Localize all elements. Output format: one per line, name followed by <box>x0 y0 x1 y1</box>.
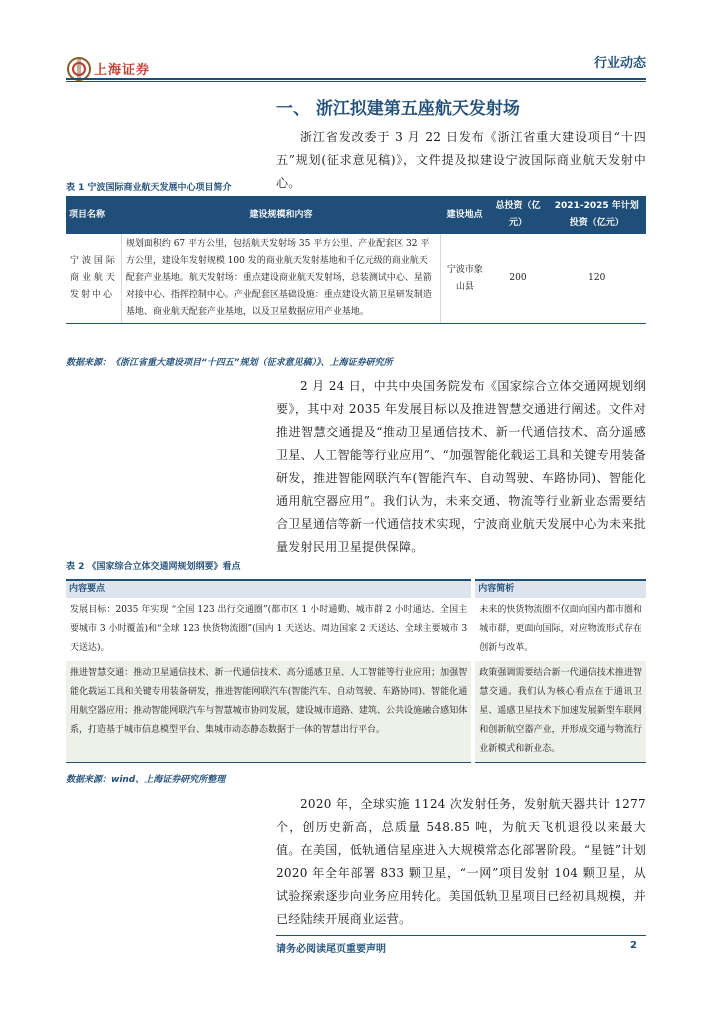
logo-text: 上海证券 <box>94 63 151 78</box>
col-key-points: 内容要点 <box>66 580 473 598</box>
key-point-cell: 推进智慧交通：推动卫星通信技术、新一代通信技术、高分遥感卫星、人工智能等行业应用；加强智能化载运工具和关键专用装备研发，推进智能网联汽车(智能汽车、自动驾驶、车路协同)、智能化通用航空器应用；推动智能网联汽车与智慧城市协同发展，建设城市道路、建筑、公共设施融合感知体系，打造基于城市信息模型平台、集城市动态静态数据于一体的智慧出行平台。 <box>66 661 473 763</box>
analysis-cell: 政策强调需要结合新一代通信技术推进智慧交通。我们认为核心看点在于通讯卫星、遥感卫星技术下加速发展新型车联网和创新航空器产业，并形成交通与物流行业新模式和新业态。 <box>473 661 646 763</box>
col-analysis: 内容简析 <box>473 580 646 598</box>
table2-caption: 表 2 《国家综合立体交通网规划纲要》看点 <box>66 562 241 572</box>
launch-paragraph-text: 2020 年，全球实施 1124 次发射任务，发射航天器共计 1277 个，创历史新高，总质量 548.85 吨，为航天飞机退役以来最大值。在美国，低轨通信星座进入大规模常态化部署阶段。“星链”计划 2020 年全年部署 833 颗卫星，“一网”项目发射 104 颗卫星，从试验探索逐步向业务应用转化。美国低轨卫星项目已经初具规模，并已经陆续开展商业运营。 <box>276 797 646 926</box>
intro-paragraph-text: 浙江省发改委于 3 月 22 日发布《浙江省重大建设项目“十四五”规划(征求意见稿)》，文件提及拟建设宁波国际商业航天发射中心。 <box>276 130 646 190</box>
col-total-investment: 总投资（亿元） <box>489 196 548 234</box>
policy-paragraph-text: 2 月 24 日，中共中央国务院发布《国家综合立体交通网规划纲要》，其中对 2035 年发展目标以及推进智慧交通进行阐述。文件对推进智慧交通提及“推动卫星通信技术、新一代通信技术、高分遥感卫星、人工智能等行业应用”、“加强智能化载运工具和关键专用装备研发，推进智能网联汽车(智能汽车、自动驾驶、车路协同)、智能化通用航空器应用”。我们认为，未来交通、物流等行业新业态需要结合卫星通信等新一代通信技术实现，宁波商业航天发展中心为未来批量发射民用卫星提供保障。 <box>276 379 646 554</box>
footer-rule <box>276 935 646 936</box>
analysis-cell: 未来的快货物流圈不仅面向国内都市圈和城市群，更面向国际，对应物流形式存在创新与改革。 <box>473 598 646 661</box>
disclaimer-notice: 请务必阅读尾页重要声明 <box>276 944 386 955</box>
header-rule-thin <box>66 81 646 82</box>
table2-source: 数据来源：wind、上海证券研究所整理 <box>66 775 226 785</box>
table-row <box>66 598 646 661</box>
project-name: 宁波国际商业航天发射中心 <box>66 234 121 324</box>
col-project-name: 项目名称 <box>66 196 121 234</box>
plan-table-header <box>66 580 646 598</box>
table-row <box>66 234 646 324</box>
section-heading: 一、 浙江拟建第五座航天发射场 <box>276 99 520 119</box>
project-content: 规划面积约 67 平方公里，包括航天发射场 35 平方公里、产业配套区 32 平方公里，建设年发射规模 100 发的商业航天发射基地和千亿元级的商业航天配套产业基地。航天发射场：重点建设商业航天发射场，总装测试中心、星箭对接中心、指挥控制中心。产业配套区基础设施：重点建设火箭卫星研发制造基地、商业航天配套产业基地，以及卫星数据应用产业基地。 <box>121 234 440 324</box>
intro-paragraph <box>276 126 646 195</box>
section-tag: 行业动态 <box>593 56 646 71</box>
project-plan: 120 <box>548 234 646 324</box>
col-location: 建设地点 <box>441 196 489 234</box>
col-content: 建设规模和内容 <box>121 196 440 234</box>
launch-paragraph <box>276 793 646 931</box>
table-row <box>66 661 646 763</box>
table1-caption: 表 1 宁波国际商业航天发展中心项目简介 <box>66 183 232 193</box>
project-total: 200 <box>489 234 548 324</box>
project-table-header <box>66 196 646 234</box>
key-point-cell: 发展目标：2035 年实现 “全国 123 出行交通圈”(都市区 1 小时通勤、城市群 2 小时通达、全国主要城市 3 小时覆盖)和“全球 123 快货物流圈”(国内 1 天送达、周边国家 2 天送达、全球主要城市 3 天送达)。 <box>66 598 473 661</box>
table1-source: 数据来源：《浙江省重大建设项目“十四五”规划（征求意见稿）》、上海证券研究所 <box>66 358 393 368</box>
project-table <box>66 196 646 324</box>
page-number: 2 <box>630 940 637 951</box>
plan-highlights-table <box>66 579 646 763</box>
col-plan-investment: 2021-2025 年计划投资（亿元） <box>548 196 646 234</box>
header-rule <box>66 78 646 80</box>
policy-paragraph <box>276 375 646 559</box>
project-location: 宁波市象山县 <box>441 234 489 324</box>
